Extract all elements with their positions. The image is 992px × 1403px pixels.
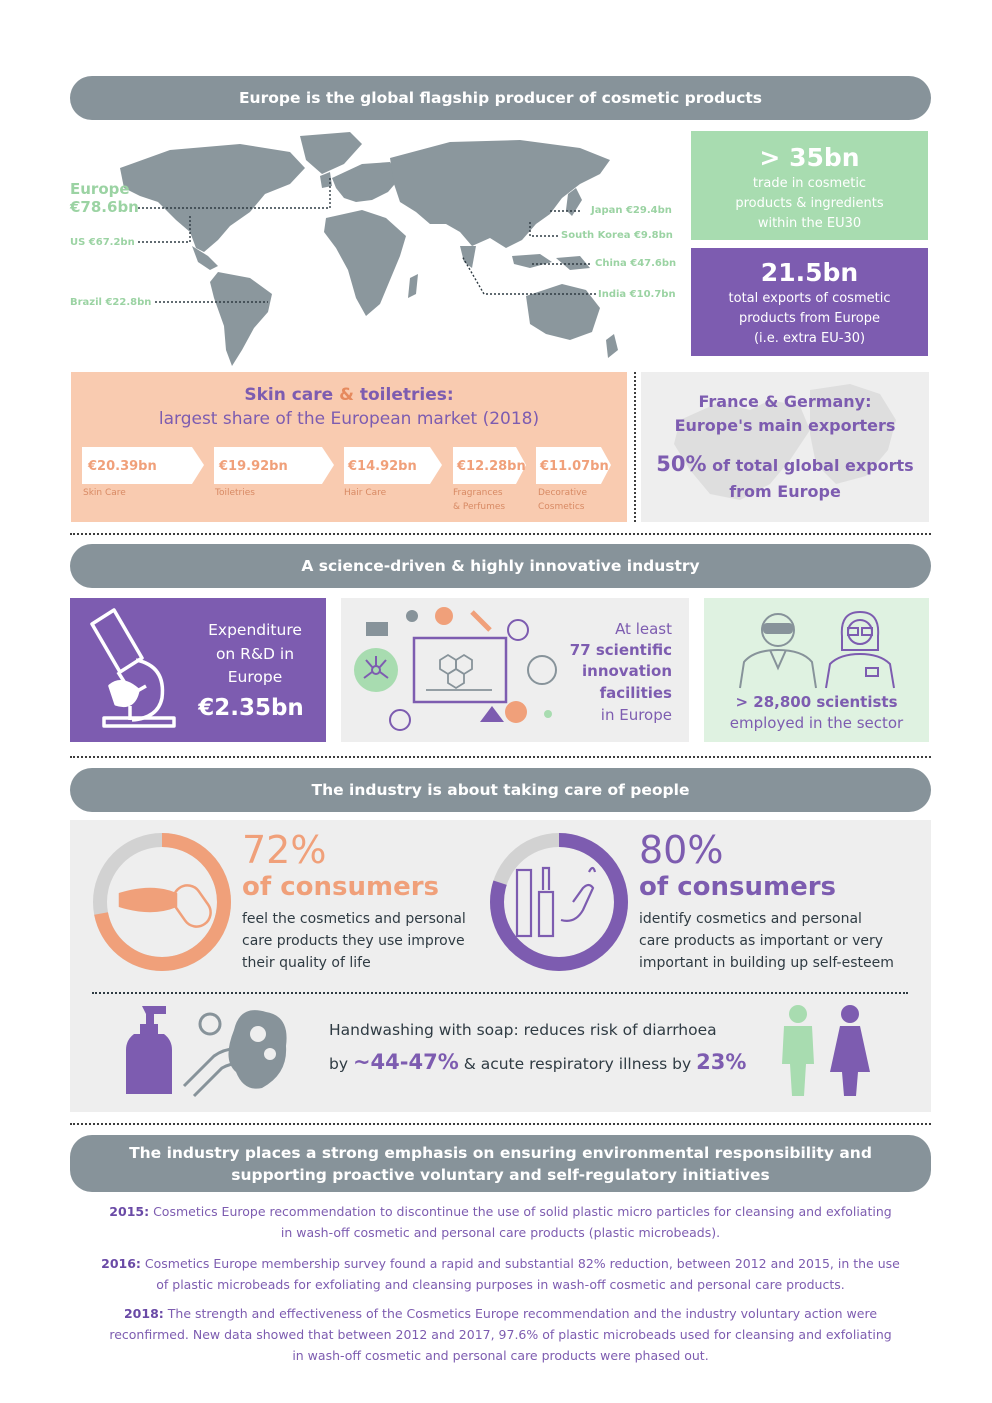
facilities-line4: facilities: [599, 684, 672, 702]
market-value-decorative: €11.07bn: [540, 459, 609, 474]
trade-stat-line2: products & ingredients: [735, 196, 884, 211]
stat80-text-1: identify cosmetics and personal: [639, 911, 862, 927]
map-us-label: US €67.2bn: [70, 237, 135, 248]
stat80-pct: 80%: [639, 828, 724, 872]
text-2018-b: reconfirmed. New data showed that between 2012 and 2017, 97.6% of plastic microbeads used for cleansing and exfoliating: [109, 1327, 892, 1342]
market-value-haircare: €14.92bn: [348, 459, 417, 474]
market-value-toiletries: €19.92bn: [219, 459, 288, 474]
section4-banner: [70, 1135, 931, 1192]
year-2015: 2015:: [109, 1204, 150, 1219]
section3-title: The industry is about taking care of people: [311, 781, 690, 799]
map-japan-label: Japan €29.4bn: [591, 205, 672, 216]
handwash-value-2: 23%: [696, 1050, 747, 1074]
scientists-line: employed in the sector: [729, 714, 904, 732]
handwash-line2: [329, 1050, 746, 1074]
stat80-label: of consumers: [639, 872, 837, 902]
section3-banner: [70, 768, 931, 812]
facilities-line2: 77 scientific: [569, 641, 672, 659]
exporters-pct: 50%: [656, 452, 707, 476]
paragraph-2015-line1: [70, 1201, 931, 1222]
rd-line3: Europe: [227, 668, 283, 686]
map-europe-value: €78.6bn: [70, 198, 139, 216]
divider-1: [70, 533, 931, 535]
text-2018-a: The strength and effectiveness of the Cosmetics Europe recommendation and the industry voluntary action were: [163, 1306, 878, 1321]
handwash-mid: & acute respiratory illness by: [458, 1055, 697, 1073]
care-inner-divider: [92, 992, 908, 994]
market-cat-decorative-2: Cosmetics: [538, 502, 585, 512]
facilities-line3: innovation: [582, 662, 672, 680]
market-cat-toiletries: Toiletries: [215, 488, 255, 498]
stat72-text-1: feel the cosmetics and personal: [242, 911, 466, 927]
donut-72-chart: [92, 832, 232, 972]
text-2015-b: in wash-off cosmetic and personal care products (plastic microbeads).: [280, 1225, 721, 1240]
section1-vertical-divider: [634, 372, 636, 522]
market-value-fragrances: €12.28bn: [457, 459, 526, 474]
facilities-line5: in Europe: [600, 706, 672, 724]
rd-line1: Expenditure: [208, 621, 302, 639]
microscope-icon: [82, 606, 192, 736]
exports-stat-line1: total exports of cosmetic: [728, 291, 891, 306]
section4-title-2: supporting proactive voluntary and self-regulatory initiatives: [231, 1165, 770, 1184]
exporters-line3: [641, 452, 929, 476]
handwash-value-1: ~44-47%: [352, 1050, 459, 1074]
map-south-korea-label: South Korea €9.8bn: [561, 230, 673, 241]
year-2016: 2016:: [101, 1256, 141, 1271]
skin-care-subtitle: largest share of the European market (2018): [158, 409, 540, 429]
exporters-line3-text: of total global exports: [712, 456, 914, 475]
text-2016-b: of plastic microbeads for exfoliating and cleansing purposes in wash-off cosmetic and personal care products.: [156, 1277, 845, 1292]
divider-2: [70, 756, 931, 758]
text-2018-c: in wash-off cosmetic and personal care products were phased out.: [292, 1348, 709, 1363]
stat72-label: of consumers: [242, 872, 440, 902]
market-cat-fragrances-1: Fragrances: [453, 488, 503, 498]
paragraph-2018-line1: [70, 1303, 931, 1324]
section2-banner: [70, 544, 931, 588]
exporters-line1: France & Germany:: [698, 392, 872, 411]
paragraph-2016: [70, 1253, 931, 1295]
trade-stat-line3: within the EU30: [757, 216, 862, 231]
paragraph-2015: [70, 1201, 931, 1243]
exports-stat-value: 21.5bn: [760, 258, 859, 287]
market-cat-skincare: Skin Care: [83, 488, 126, 498]
skin-care-title-amp: &: [333, 385, 360, 405]
stat80-text-3: important in building up self-esteem: [639, 955, 894, 971]
skin-care-title-b: toiletries:: [359, 385, 454, 405]
handwash-line1: Handwashing with soap: reduces risk of diarrhoea: [329, 1021, 717, 1039]
map-india-label: India €10.7bn: [598, 289, 676, 300]
exports-stat-line3: (i.e. extra EU-30): [753, 331, 866, 346]
section1-title: Europe is the global flagship producer of cosmetic products: [238, 89, 763, 107]
section4-title-1: The industry places a strong emphasis on ensuring environmental responsibility and: [129, 1143, 872, 1162]
paragraph-2018: [70, 1303, 931, 1366]
stat72-text-3: their quality of life: [242, 955, 371, 971]
year-2018: 2018:: [123, 1306, 164, 1321]
text-2015-a: Cosmetics Europe recommendation to discontinue the use of solid plastic micro particles for cleansing and exfoliating: [149, 1204, 892, 1219]
exporters-line4: from Europe: [729, 482, 841, 501]
trade-stat-line1: trade in cosmetic: [752, 176, 867, 191]
science-icons: [352, 602, 562, 738]
map-china-label: China €47.6bn: [595, 258, 677, 269]
stat72-pct: 72%: [242, 828, 327, 872]
trade-stat-value: > 35bn: [759, 143, 860, 172]
market-cat-haircare: Hair Care: [344, 488, 387, 498]
man-figure-icon: [778, 1004, 818, 1096]
market-cat-fragrances-2: & Perfumes: [453, 502, 506, 512]
scientists-icon: [734, 606, 904, 690]
exporters-line2: Europe's main exporters: [674, 416, 896, 435]
woman-figure-icon: [828, 1004, 872, 1096]
market-cat-decorative-1: Decorative: [538, 488, 588, 498]
text-2016-a: Cosmetics Europe membership survey found a rapid and substantial 82% reduction, between 2012 and 2015, in the use: [140, 1256, 900, 1271]
donut-80-chart: [489, 832, 629, 972]
exports-stat-line2: products from Europe: [738, 311, 880, 326]
facilities-line1: At least: [615, 620, 672, 638]
rd-line2: on R&D in: [215, 645, 295, 663]
divider-3: [70, 1123, 931, 1125]
washing-hands-icon: [178, 1000, 292, 1100]
paragraph-2016-line1: [70, 1253, 931, 1274]
scientists-value: > 28,800 scientists: [735, 693, 898, 711]
market-value-skincare: €20.39bn: [88, 459, 157, 474]
stat80-text-2: care products as important or very: [639, 933, 884, 949]
rd-value: €2.35bn: [198, 695, 304, 721]
map-europe-label: Europe: [70, 180, 130, 198]
handwash-by: by: [329, 1055, 353, 1073]
stat72-text-2: care products they use improve: [242, 933, 465, 949]
section2-title: A science-driven & highly innovative industry: [301, 557, 700, 575]
skin-care-title-a: Skin care: [244, 385, 334, 405]
soap-dispenser-icon: [120, 1004, 180, 1098]
map-brazil-label: Brazil €22.8bn: [70, 297, 152, 308]
